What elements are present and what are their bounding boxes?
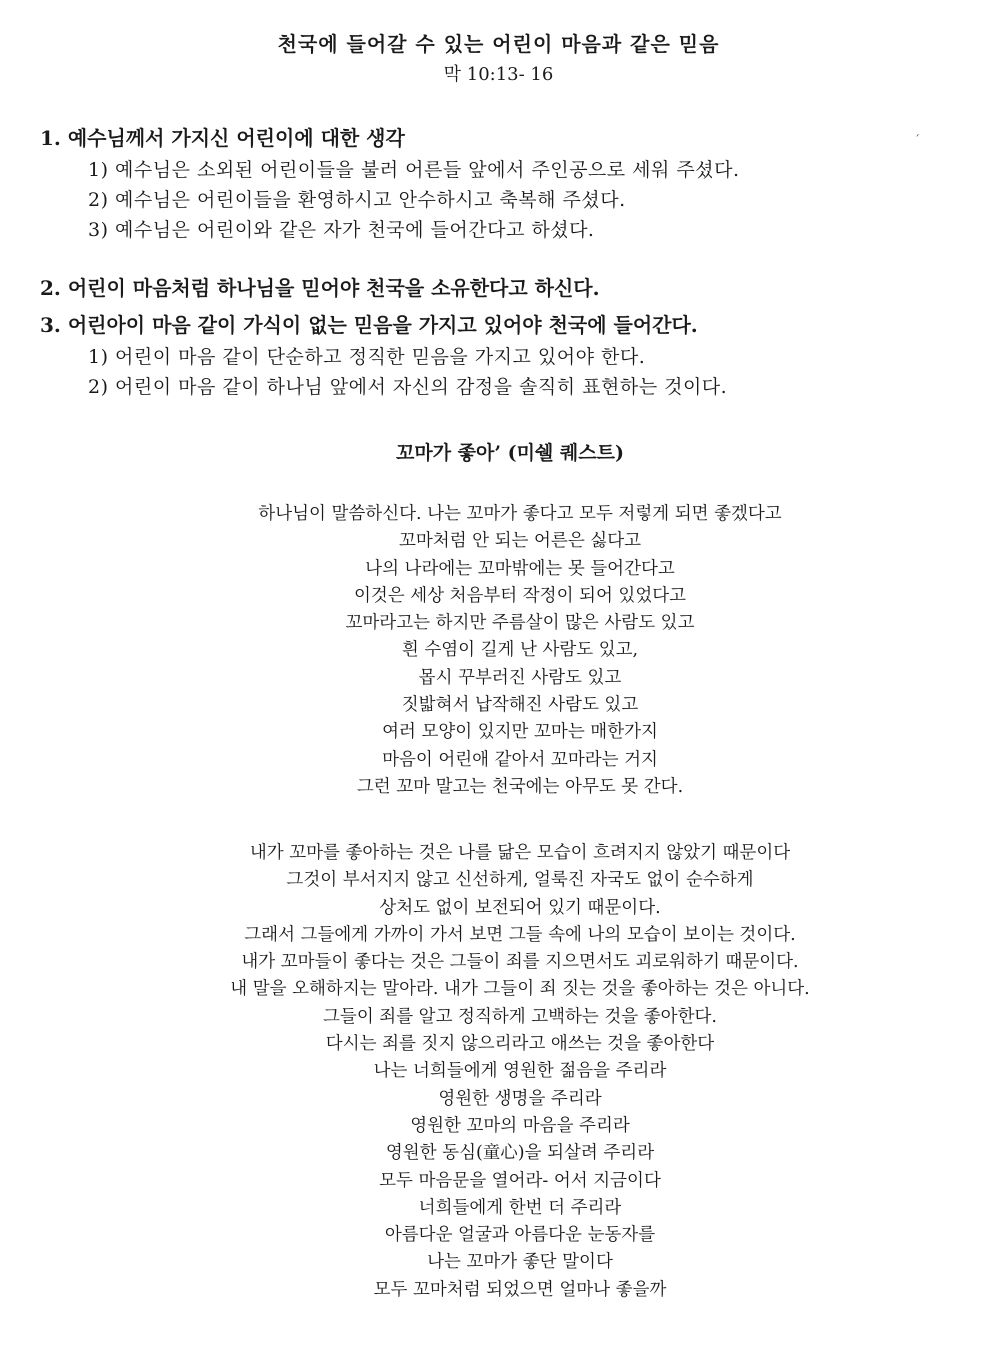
poem-line: 나는 꼬마가 좋단 말이다	[427, 1252, 613, 1273]
poem-line: 흰 수염이 길게 난 사람도 있고,	[401, 640, 639, 661]
poem-line: 너희들에게 한번 더 주리라	[418, 1197, 622, 1218]
outline-point-1: 1. 예수님께서 가지신 어린이에 대한 생각	[40, 126, 405, 150]
poem-line: 상처도 없이 보전되어 있기 때문이다.	[379, 897, 661, 918]
poem-line: 내가 꼬마들이 좋다는 것은 그들이 죄를 지으면서도 괴로워하기 때문이다.	[241, 952, 799, 973]
poem-line: 내가 꼬마를 좋아하는 것은 나를 닮은 모습이 흐려지지 않았기 때문이다	[249, 843, 791, 863]
poem-line: 꼬마처럼 안 되는 어른은 싫다고	[398, 531, 641, 552]
poem-title: 꼬마가 좋아’ (미쉘 퀘스트)	[396, 442, 624, 464]
stray-mark: ´	[914, 133, 920, 147]
poem-line: 아름다운 얼굴과 아름다운 눈동자를	[384, 1225, 656, 1246]
poem-line: 모두 꼬마처럼 되었으면 얼마나 좋을까	[373, 1279, 667, 1300]
poem-line: 짓밟혀서 납작해진 사람도 있고	[401, 695, 639, 716]
poem-line: 이것은 세상 처음부터 작정이 되어 있었다고	[353, 585, 687, 606]
document-title: 천국에 들어갈 수 있는 어린이 마음과 같은 믿음	[277, 32, 720, 56]
poem-line: 내 말을 오해하지는 말아라. 내가 그들이 죄 짓는 것을 좋아하는 것은 아니다.	[230, 979, 810, 1000]
poem-line: 그래서 그들에게 가까이 가서 보면 그들 속에 나의 모습이 보이는 것이다.	[244, 924, 796, 945]
poem-line: 그들이 죄를 알고 정직하게 고백하는 것을 좋아한다.	[323, 1006, 717, 1027]
poem-line: 하나님이 말씀하신다. 나는 꼬마가 좋다고 모두 저렇게 되면 좋겠다고	[258, 504, 782, 524]
poem-stanza-1	[0, 501, 997, 801]
poem-line: 영원한 동심(童心)을 되살려 주리라	[385, 1143, 655, 1164]
outline-point-1-item-1: 1) 예수님은 소외된 어린이들을 불러 어른들 앞에서 주인공으로 세워 주셨다.	[88, 159, 740, 181]
poem-line: 꼬마라고는 하지만 주름살이 많은 사람도 있고	[345, 613, 695, 634]
poem-line: 그런 꼬마 말고는 천국에는 아무도 못 간다.	[356, 776, 684, 797]
poem-line: 그것이 부서지지 않고 신선하게, 얼룩진 자국도 없이 순수하게	[286, 870, 754, 891]
scripture-reference: 막 10:13- 16	[443, 64, 554, 85]
outline-point-1-item-3: 3) 예수님은 어린이와 같은 자가 천국에 들어간다고 하셨다.	[88, 219, 595, 241]
poem-line: 나의 나라에는 꼬마밖에는 못 들어간다고	[365, 558, 675, 579]
poem-line: 여러 모양이 있지만 꼬마는 매한가지	[382, 722, 658, 743]
poem-stanza-2	[0, 840, 997, 1304]
poem-line: 나는 너희들에게 영원한 젊음을 주리라	[373, 1061, 667, 1082]
poem-line: 몹시 꾸부러진 사람도 있고	[418, 667, 622, 688]
poem-line: 영원한 생명을 주리라	[438, 1088, 602, 1109]
outline-point-2: 2. 어린이 마음처럼 하나님을 믿어야 천국을 소유한다고 하신다.	[40, 276, 600, 300]
poem-line: 영원한 꼬마의 마음을 주리라	[410, 1115, 630, 1136]
outline-point-3: 3. 어린아이 마음 같이 가식이 없는 믿음을 가지고 있어야 천국에 들어간다.	[40, 313, 698, 337]
outline-point-3-item-2: 2) 어린이 마음 같이 하나님 앞에서 자신의 감정을 솔직히 표현하는 것이다.	[88, 376, 728, 398]
poem-line: 모두 마음문을 열어라- 어서 지금이다	[379, 1170, 661, 1191]
poem-line: 마음이 어린애 같아서 꼬마라는 거지	[382, 749, 658, 770]
outline-point-3-item-1: 1) 어린이 마음 같이 단순하고 정직한 믿음을 가지고 있어야 한다.	[88, 346, 646, 368]
poem-line: 다시는 죄를 짓지 않으리라고 애쓰는 것을 좋아한다	[325, 1034, 715, 1055]
outline-point-1-item-2: 2) 예수님은 어린이들을 환영하시고 안수하시고 축복해 주셨다.	[88, 189, 626, 211]
